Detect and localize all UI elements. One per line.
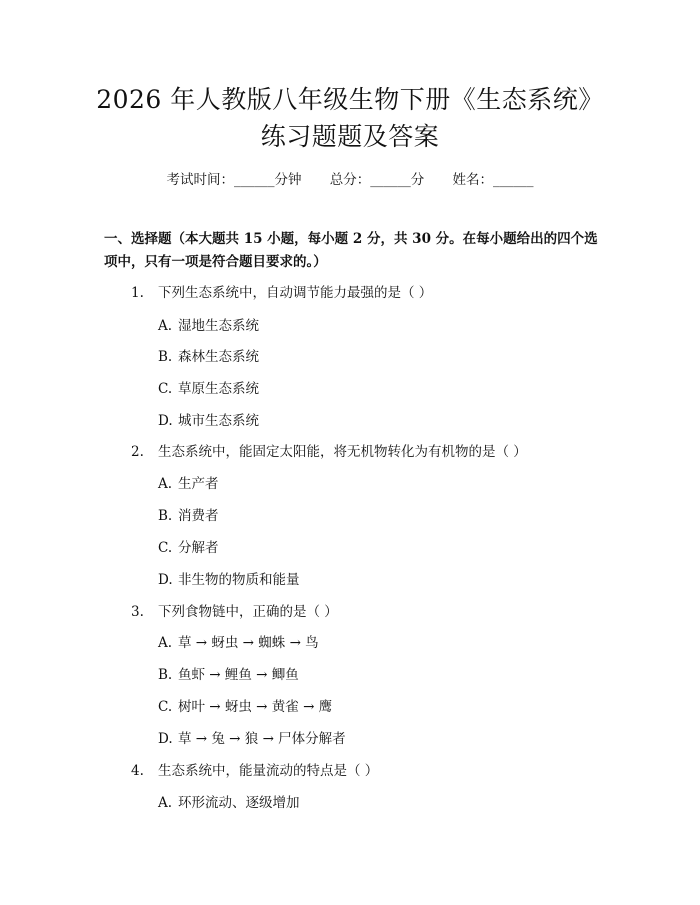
option-4a: [158, 791, 300, 811]
option-text: 城市生态系统: [178, 413, 259, 429]
document-title-line-1: 2026 年人教版八年级生物下册《生态系统》: [96, 85, 604, 114]
option-3d: [158, 727, 346, 747]
option-letter: B.: [158, 349, 173, 365]
section-heading: 一、选择题（本大题共 15 小题，每小题 2 分，共 30 分。在每小题给出的四个选项中，只有一项是符合题目要求的。）: [104, 231, 598, 270]
question-number: 1.: [131, 285, 144, 301]
option-1a: [158, 314, 259, 334]
option-text: 草原生态系统: [178, 381, 259, 397]
question-1: [131, 281, 432, 301]
question-text: 生态系统中，能量流动的特点是（ ）: [158, 763, 379, 779]
option-text: 分解者: [178, 540, 219, 556]
option-letter: A.: [158, 318, 173, 334]
option-letter: D.: [158, 413, 173, 429]
student-name-field: 姓名：______: [452, 172, 534, 188]
option-letter: A.: [158, 476, 173, 492]
exam-time-field: 考试时间：______分钟: [166, 172, 302, 188]
option-2c: [158, 536, 219, 556]
option-text: 湿地生态系统: [178, 318, 259, 334]
option-letter: A.: [158, 795, 173, 811]
option-1d: [158, 409, 259, 429]
option-text: 森林生态系统: [178, 349, 259, 365]
option-text: 草 → 蚜虫 → 蜘蛛 → 鸟: [178, 635, 319, 651]
option-text: 消费者: [178, 508, 219, 524]
option-text: 生产者: [178, 476, 219, 492]
option-letter: B.: [158, 667, 173, 683]
option-1c: [158, 377, 259, 397]
option-1b: [158, 345, 259, 365]
question-number: 2.: [131, 444, 144, 460]
document-title-line-2: 练习题题及答案: [260, 122, 440, 151]
option-letter: D.: [158, 572, 173, 588]
question-number: 4.: [131, 763, 144, 779]
option-text: 草 → 兔 → 狼 → 尸体分解者: [178, 731, 346, 747]
option-2b: [158, 504, 219, 524]
option-2d: [158, 568, 300, 588]
option-text: 环形流动、逐级增加: [178, 795, 300, 811]
option-letter: B.: [158, 508, 173, 524]
question-text: 下列生态系统中，自动调节能力最强的是（ ）: [158, 285, 433, 301]
option-text: 鱼虾 → 鲤鱼 → 鲫鱼: [178, 667, 299, 683]
option-3c: [158, 695, 332, 715]
total-score-field: 总分：______分: [329, 172, 425, 188]
option-letter: A.: [158, 635, 173, 651]
question-3: [131, 600, 338, 620]
option-text: 树叶 → 蚜虫 → 黄雀 → 鹰: [178, 699, 333, 715]
option-letter: C.: [158, 540, 173, 556]
option-letter: D.: [158, 731, 173, 747]
question-text: 下列食物链中，正确的是（ ）: [158, 604, 338, 620]
question-number: 3.: [131, 604, 144, 620]
option-text: 非生物的物质和能量: [178, 572, 300, 588]
exam-info-line: [0, 168, 700, 188]
option-2a: [158, 472, 219, 492]
question-2: [131, 440, 527, 460]
question-4: [131, 759, 378, 779]
question-text: 生态系统中，能固定太阳能，将无机物转化为有机物的是（ ）: [158, 444, 527, 460]
option-3b: [158, 663, 299, 683]
option-letter: C.: [158, 381, 173, 397]
option-3a: [158, 631, 319, 651]
option-letter: C.: [158, 699, 173, 715]
